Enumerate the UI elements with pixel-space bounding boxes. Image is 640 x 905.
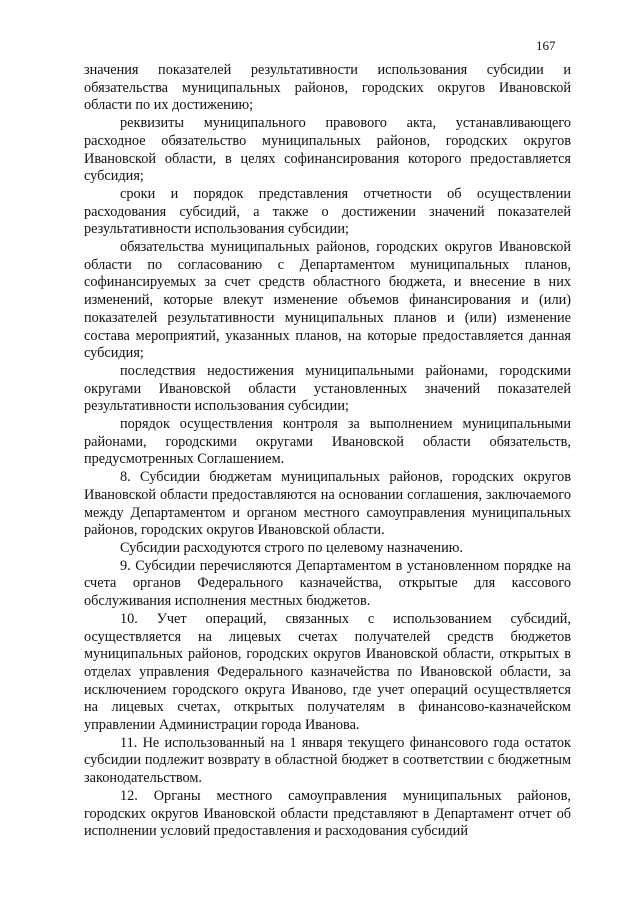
- document-body: [84, 62, 571, 841]
- page-number: 167: [536, 38, 556, 53]
- paragraph-legal-act: реквизиты муниципального правового акта, устанавливающего расходное обязательство муниципальных районов, городских округов Ивановской области, в целях софинансирования которого предоставляется субсидия;: [84, 115, 571, 185]
- paragraph-reporting: сроки и порядок представления отчетности об осуществлении расходования субсидий, а также о достижении значений показателей результативности использования субсидии;: [84, 185, 571, 238]
- paragraph-item-11: 11. Не использованный на 1 января текущего финансового года остаток субсидии подлежит возврату в областной бюджет в соответствии с бюджетным законодательством.: [84, 734, 571, 787]
- paragraph-indicators: значения показателей результативности использования субсидии и обязательства муниципальных районов, городских округов Ивановской области по их достижению;: [84, 62, 571, 114]
- paragraph-obligations: обязательства муниципальных районов, городских округов Ивановской области по согласованию с Департаментом муниципальных планов, софинансируемых за счет средств областного бюджета, и внесение в них изменений, которые влекут изменение объемов финансирования и (или) показателей результативности муниципальных планов и (или) изменение состава мероприятий, указанных планов, на которые предоставляется данная субсидия;: [84, 239, 571, 362]
- paragraph-item-9: 9. Субсидии перечисляются Департаментом в установленном порядке на счета органов Федерального казначейства, открытые для кассового обслуживания исполнения местных бюджетов.: [84, 557, 571, 610]
- paragraph-item-12: 12. Органы местного самоуправления муниципальных районов, городских округов Ивановской области представляют в Департамент отчет об исполнении условий предоставления и расходования субсидий: [84, 787, 571, 840]
- paragraph-item-10: 10. Учет операций, связанных с использованием субсидий, осуществляется на лицевых счетах получателей средств бюджетов муниципальных районов, городских округов Ивановской области, открытых в отделах управления Федерального казначейства по Ивановской области, за исключением городского округа Иваново, где учет операций осуществляется на лицевых счетах, открытых получателям в финансово-казначейском управлении Администрации города Иванова.: [84, 610, 571, 734]
- paragraph-consequences: последствия недостижения муниципальными районами, городскими округами Ивановской области установленных значений показателей результативности использования субсидии;: [84, 362, 571, 415]
- paragraph-control: порядок осуществления контроля за выполнением муниципальными районами, городскими округами Ивановской области обязательств, предусмотренных Соглашением.: [84, 416, 571, 468]
- paragraph-purpose: Субсидии расходуются строго по целевому назначению.: [120, 539, 463, 556]
- paragraph-item-8: 8. Субсидии бюджетам муниципальных районов, городских округов Ивановской области предоставляются на основании соглашения, заключаемого между Департаментом и органом местного самоуправления муниципальных районов, городских округов Ивановской области.: [84, 469, 571, 539]
